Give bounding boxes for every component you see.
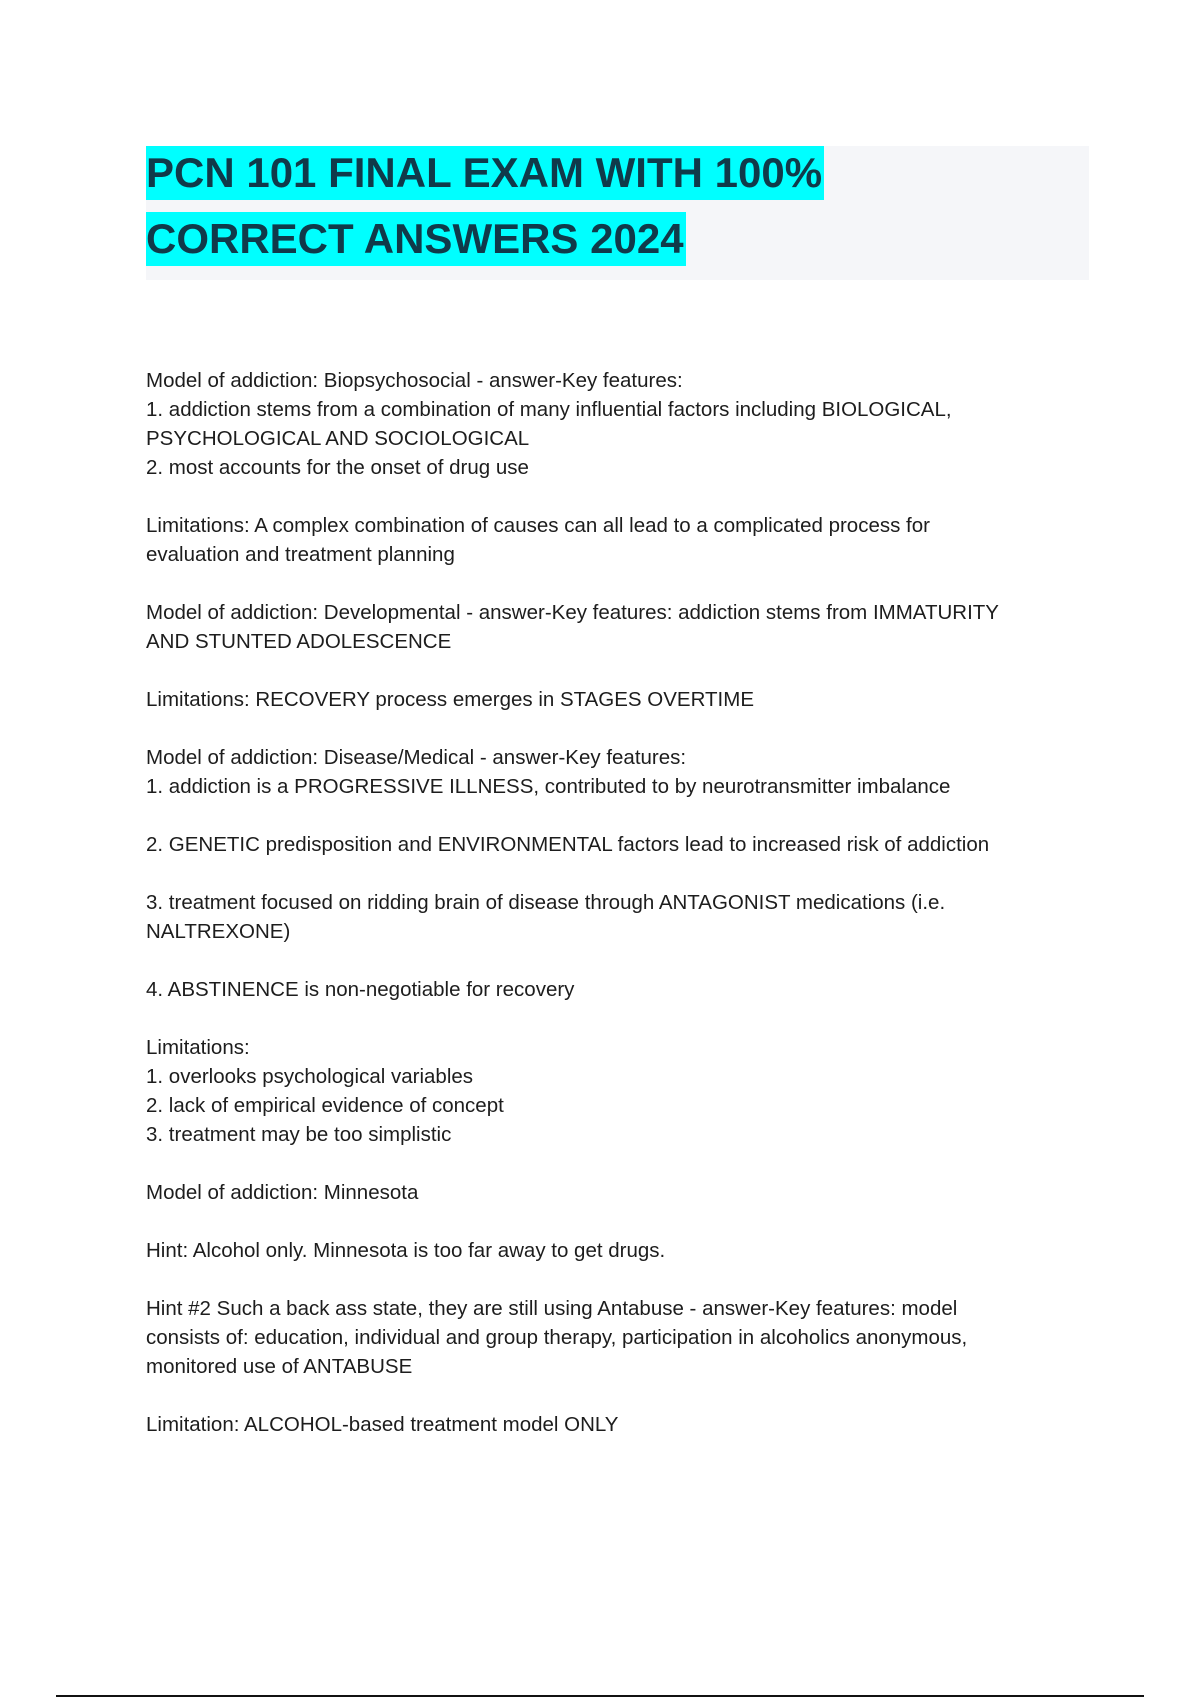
paragraph-line: 1. addiction stems from a combination of many influential factors including BIOLOGICAL, xyxy=(146,398,952,421)
document-title-block xyxy=(146,146,1089,280)
paragraph-line: Limitations: RECOVERY process emerges in STAGES OVERTIME xyxy=(146,688,754,711)
document-title-line-2: CORRECT ANSWERS 2024 xyxy=(146,212,686,266)
paragraph-line: Hint: Alcohol only. Minnesota is too far away to get drugs. xyxy=(146,1239,666,1262)
paragraph-line: consists of: education, individual and group therapy, participation in alcoholics anonymous, xyxy=(146,1326,968,1349)
paragraph-line: PSYCHOLOGICAL AND SOCIOLOGICAL xyxy=(146,427,530,450)
body-paragraph xyxy=(146,1236,1086,1265)
paragraph-line: Model of addiction: Biopsychosocial - answer-Key features: xyxy=(146,369,683,392)
paragraph-line: Limitations: xyxy=(146,1036,250,1059)
body-paragraph xyxy=(146,830,1086,859)
body-paragraph xyxy=(146,1294,1086,1381)
document-title-line-1: PCN 101 FINAL EXAM WITH 100% xyxy=(146,146,824,200)
body-paragraph xyxy=(146,1410,1086,1439)
paragraph-line: 3. treatment may be too simplistic xyxy=(146,1123,452,1146)
paragraph-line: 4. ABSTINENCE is non-negotiable for recovery xyxy=(146,978,575,1001)
body-paragraph xyxy=(146,975,1086,1004)
body-paragraph xyxy=(146,366,1086,482)
paragraph-line: Model of addiction: Developmental - answer-Key features: addiction stems from IMMATURITY xyxy=(146,601,999,624)
paragraph-line: evaluation and treatment planning xyxy=(146,543,455,566)
paragraph-line: Hint #2 Such a back ass state, they are still using Antabuse - answer-Key features: model xyxy=(146,1297,958,1320)
paragraph-line: Limitation: ALCOHOL-based treatment model ONLY xyxy=(146,1413,619,1436)
body-paragraph xyxy=(146,685,1086,714)
paragraph-line: NALTREXONE) xyxy=(146,920,291,943)
body-paragraph xyxy=(146,1033,1086,1149)
paragraph-line: 1. addiction is a PROGRESSIVE ILLNESS, contributed to by neurotransmitter imbalance xyxy=(146,775,951,798)
paragraph-line: 2. GENETIC predisposition and ENVIRONMENTAL factors lead to increased risk of addiction xyxy=(146,833,990,856)
paragraph-line: 1. overlooks psychological variables xyxy=(146,1065,474,1088)
paragraph-line: Model of addiction: Disease/Medical - answer-Key features: xyxy=(146,746,687,769)
document-body xyxy=(146,366,1086,1468)
body-paragraph xyxy=(146,511,1086,569)
body-paragraph xyxy=(146,598,1086,656)
paragraph-line: 2. most accounts for the onset of drug use xyxy=(146,456,529,479)
page-bottom-rule xyxy=(56,1695,1144,1697)
paragraph-line: Limitations: A complex combination of causes can all lead to a complicated process for xyxy=(146,514,930,537)
body-paragraph xyxy=(146,888,1086,946)
body-paragraph xyxy=(146,743,1086,801)
body-paragraph xyxy=(146,1178,1086,1207)
paragraph-line: AND STUNTED ADOLESCENCE xyxy=(146,630,452,653)
paragraph-line: 3. treatment focused on ridding brain of disease through ANTAGONIST medications (i.e. xyxy=(146,891,946,914)
paragraph-line: Model of addiction: Minnesota xyxy=(146,1181,419,1204)
paragraph-line: 2. lack of empirical evidence of concept xyxy=(146,1094,504,1117)
paragraph-line: monitored use of ANTABUSE xyxy=(146,1355,413,1378)
